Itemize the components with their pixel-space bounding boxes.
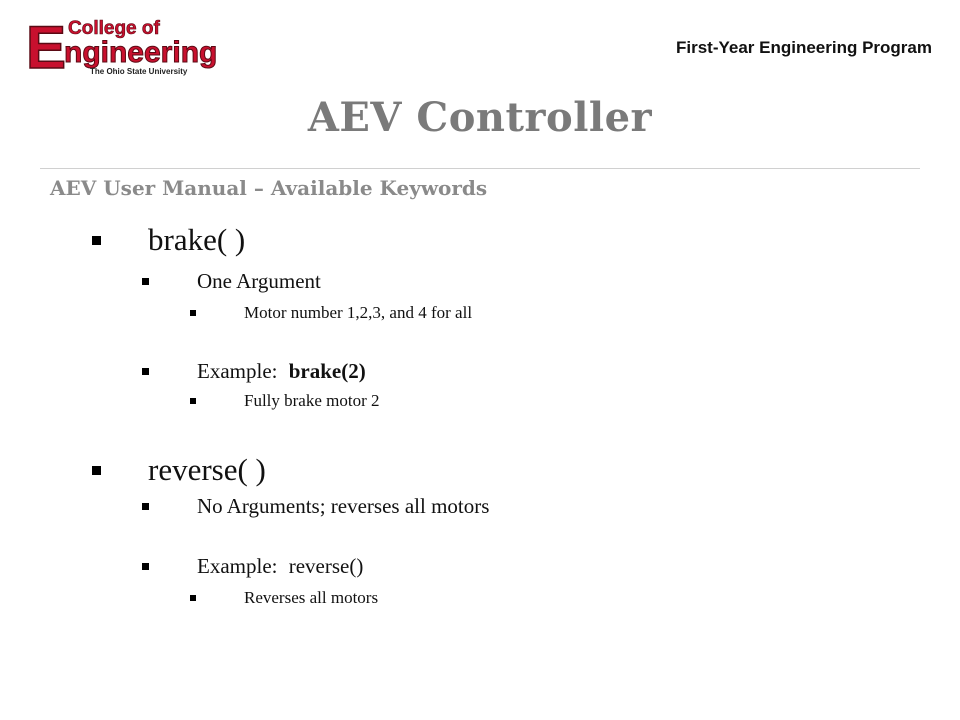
list-item [92, 222, 492, 262]
list-item [142, 359, 542, 387]
logo-big-letter: E [26, 14, 67, 76]
list-item [190, 303, 590, 327]
logo-line-college: College of [68, 18, 160, 39]
reverse-example-detail: Reverses all motors [244, 588, 379, 607]
reverse-heading: reverse( ) [148, 452, 266, 487]
slide-subtitle: AEV User Manual – Available Keywords [50, 176, 488, 200]
brake-example-detail: Fully brake motor 2 [244, 391, 380, 410]
list-item [142, 269, 542, 297]
square-bullet-icon [142, 503, 149, 510]
square-bullet-icon [92, 236, 101, 245]
logo-graphic [24, 14, 224, 76]
square-bullet-icon [142, 278, 149, 285]
college-of-engineering-logo [24, 14, 224, 76]
square-bullet-icon [190, 310, 196, 316]
program-name: First-Year Engineering Program [675, 38, 932, 57]
list-item [92, 452, 492, 492]
list-item [142, 554, 542, 582]
square-bullet-icon [92, 466, 101, 475]
square-bullet-icon [190, 595, 196, 601]
square-bullet-icon [142, 368, 149, 375]
page-title: AEV Controller [307, 94, 653, 141]
brake-example-label: Example: [197, 359, 278, 383]
reverse-argument: No Arguments; reverses all motors [197, 494, 490, 518]
reverse-example-code: reverse() [288, 554, 364, 578]
brake-example [197, 359, 366, 384]
list-item [190, 391, 590, 415]
reverse-example [197, 554, 363, 579]
list-item [142, 494, 642, 522]
reverse-example-label: Example: [197, 554, 278, 578]
square-bullet-icon [190, 398, 196, 404]
logo-line-university: The Ohio State University [90, 67, 188, 76]
list-item [190, 588, 590, 612]
brake-argument-detail: Motor number 1,2,3, and 4 for all [244, 303, 473, 322]
brake-argument: One Argument [197, 269, 321, 293]
brake-heading: brake( ) [148, 222, 246, 257]
logo-line-engineering: ngineering [64, 36, 218, 69]
title-divider [40, 168, 920, 169]
square-bullet-icon [142, 563, 149, 570]
brake-example-code: brake(2) [288, 359, 366, 383]
